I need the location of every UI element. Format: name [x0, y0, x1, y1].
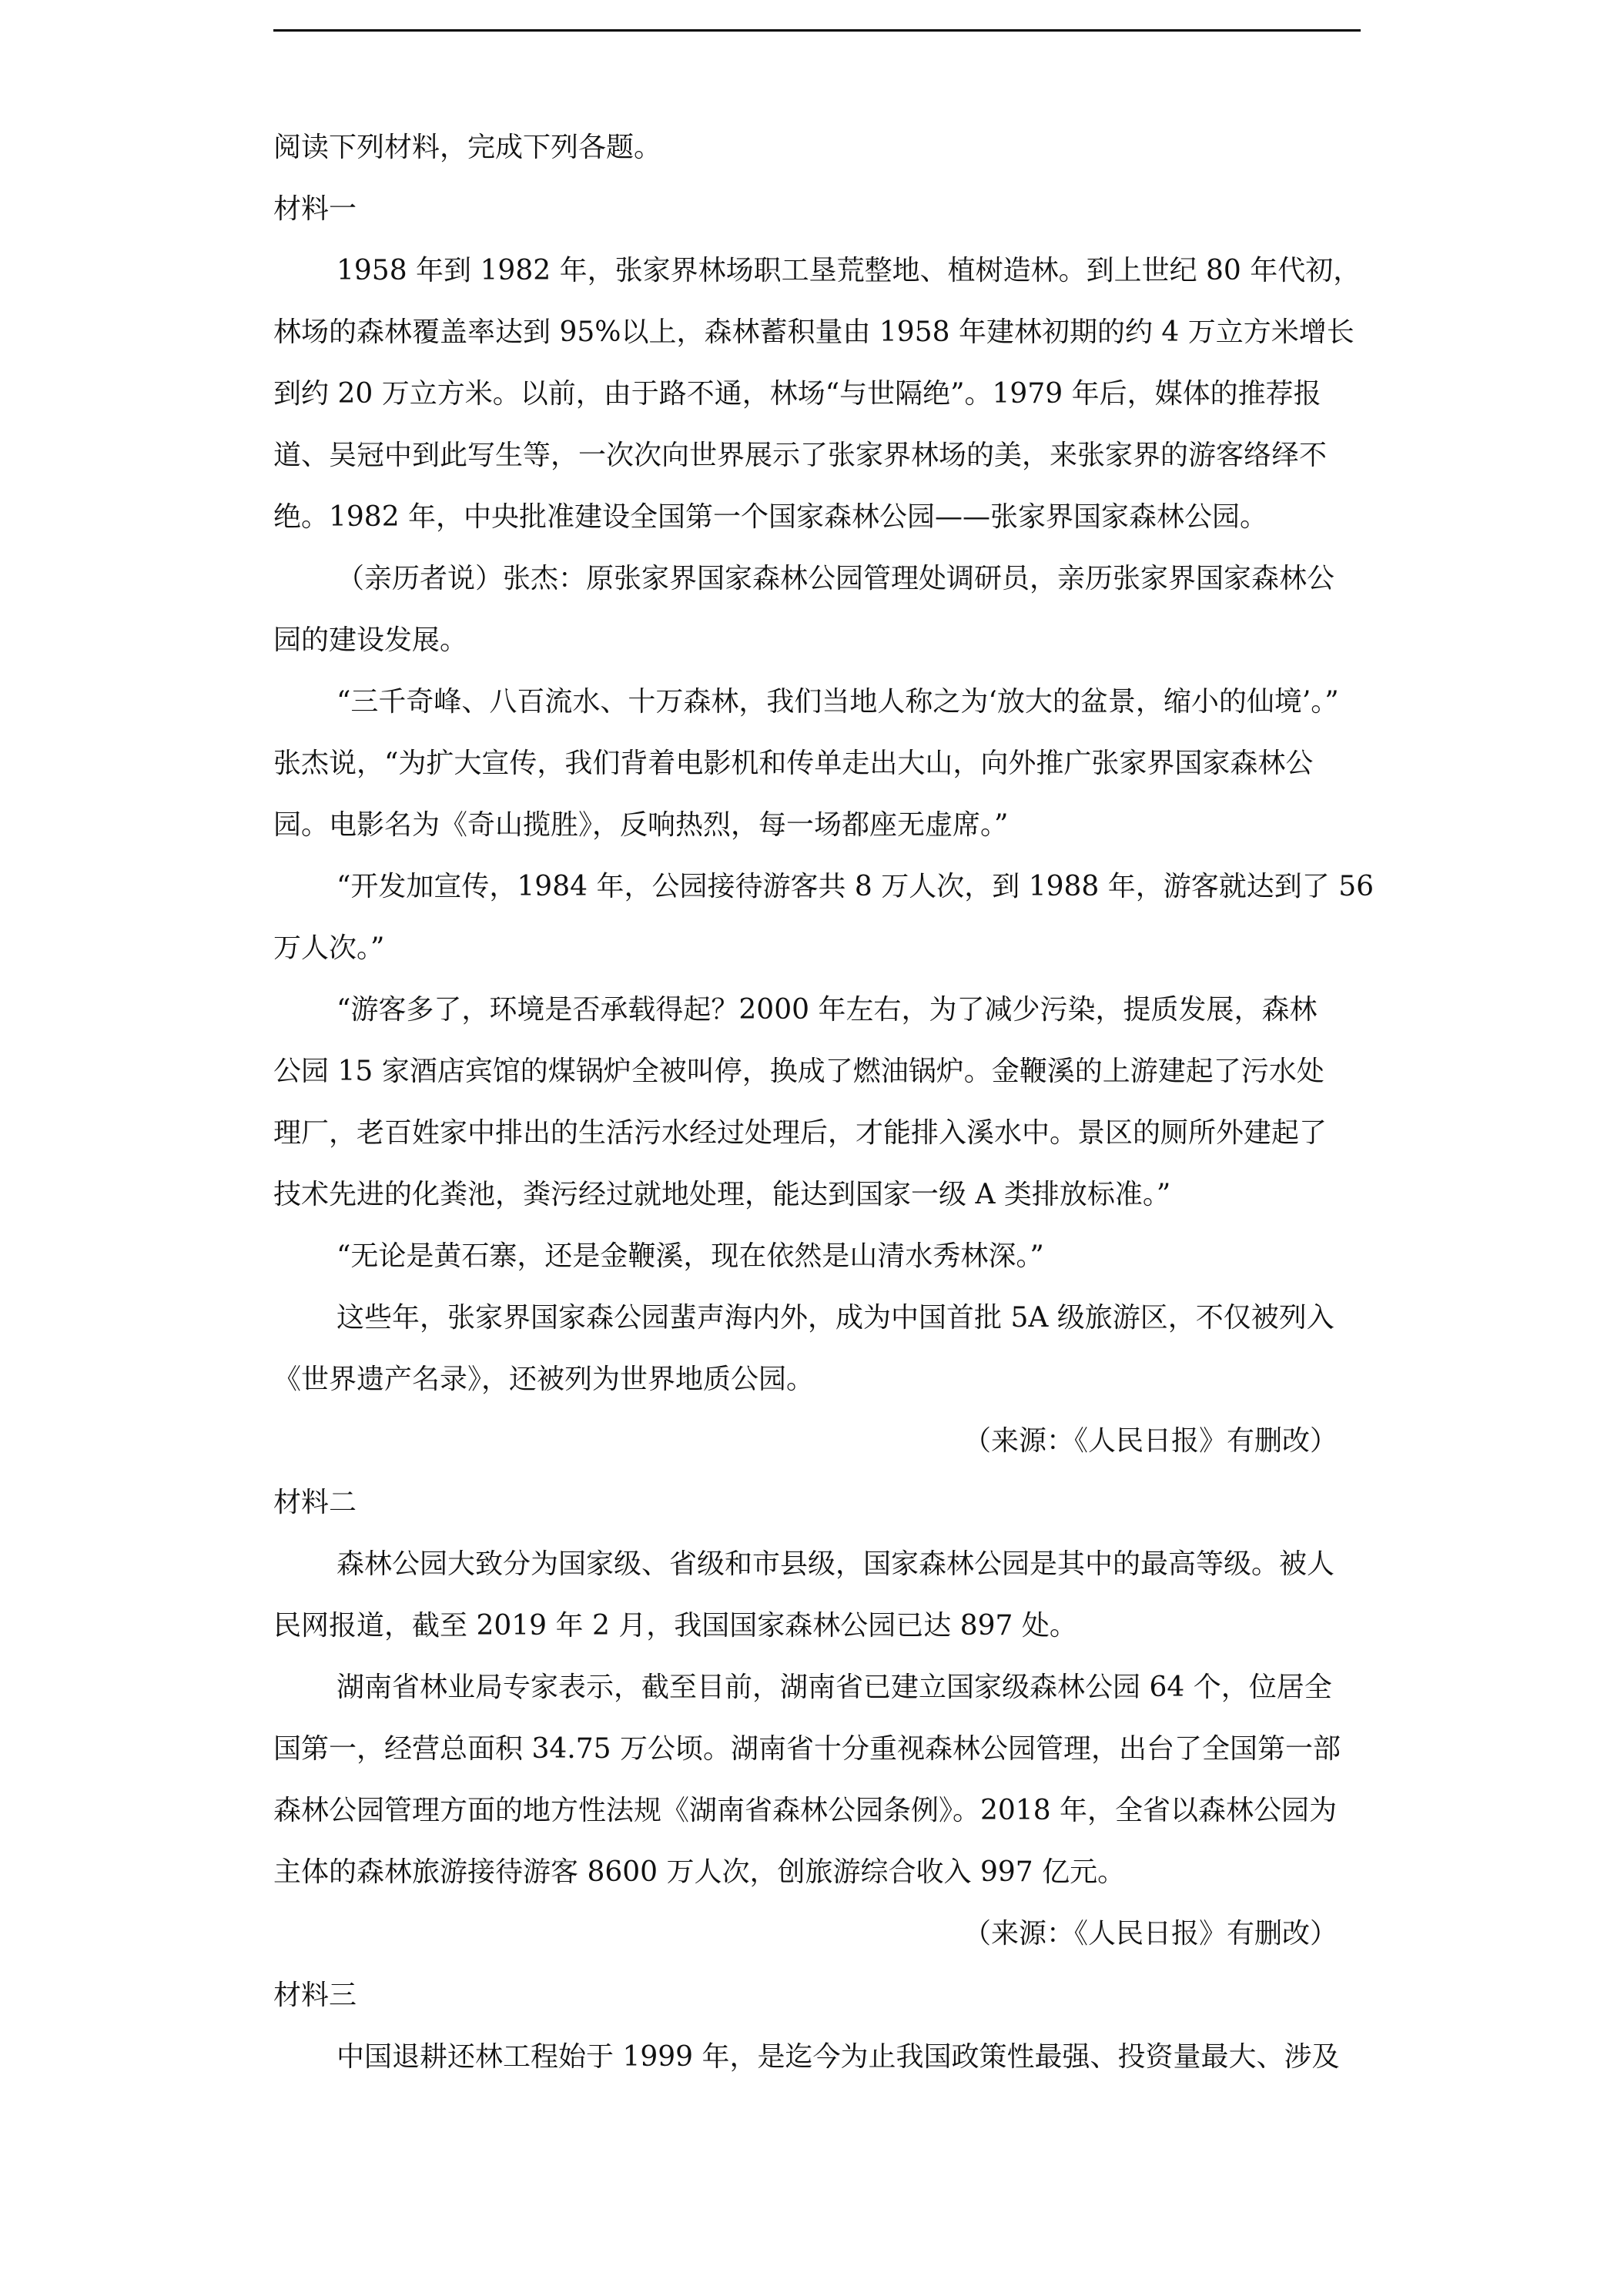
paragraph-line: 公园 15 家酒店宾馆的煤锅炉全被叫停，换成了燃油锅炉。金鞭溪的上游建起了污水处 — [273, 1056, 1324, 1087]
paragraph-line: 园。电影名为《奇山揽胜》，反响热烈，每一场都座无虚席。” — [273, 809, 1009, 841]
paragraph-line: “无论是黄石寨，还是金鞭溪，现在依然是山清水秀林深。” — [337, 1240, 1044, 1272]
paragraph-line: 万人次。” — [273, 932, 385, 964]
paragraph-line: 湖南省林业局专家表示，截至目前，湖南省已建立国家级森林公园 64 个，位居全 — [337, 1672, 1332, 1703]
material-1-heading: 材料一 — [273, 193, 357, 225]
material-2-source: （来源：《人民日报》有删改） — [963, 1918, 1338, 1950]
paragraph-line: 《世界遗产名录》，还被列为世界地质公园。 — [273, 1364, 815, 1395]
paragraph-line: 森林公园管理方面的地方性法规《湖南省森林公园条例》。2018 年，全省以森林公园为 — [273, 1795, 1338, 1826]
paragraph-line: 这些年，张家界国家森公园蜚声海内外，成为中国首批 5A 级旅游区，不仅被列入 — [337, 1302, 1334, 1334]
paragraph-line: 林场的森林覆盖率达到 95%以上，森林蓄积量由 1958 年建林初期的约 4 万立方米增长 — [273, 316, 1354, 348]
paragraph-line: 民网报道，截至 2019 年 2 月，我国国家森林公园已达 897 处。 — [273, 1610, 1077, 1642]
paragraph-line: “开发加宣传，1984 年，公园接待游客共 8 万人次，到 1988 年，游客就达到了 56 — [337, 871, 1375, 902]
paragraph-line: “游客多了，环境是否承载得起？2000 年左右，为了减少污染，提质发展，森林 — [337, 994, 1318, 1026]
paragraph-line: 到约 20 万立方米。以前，由于路不通，林场“与世隔绝”。1979 年后，媒体的推荐报 — [273, 378, 1321, 410]
paragraph-line: “三千奇峰、八百流水、十万森林，我们当地人称之为‘放大的盆景，缩小的仙境’。” — [337, 686, 1339, 718]
material-3-heading: 材料三 — [273, 1980, 357, 2011]
paragraph-line: 理厂，老百姓家中排出的生活污水经过处理后，才能排入溪水中。景区的厕所外建起了 — [273, 1117, 1328, 1149]
paragraph-line: 技术先进的化粪池，粪污经过就地处理，能达到国家一级 A 类排放标准。” — [273, 1179, 1171, 1210]
paragraph-line: 森林公园大致分为国家级、省级和市县级，国家森林公园是其中的最高等级。被人 — [337, 1548, 1335, 1580]
header-rule — [273, 29, 1361, 32]
paragraph-line: 1958 年到 1982 年，张家界林场职工垦荒整地、植树造林。到上世纪 80 年代初， — [337, 255, 1361, 286]
intro-text: 阅读下列材料，完成下列各题。 — [273, 132, 662, 163]
material-1-source: （来源：《人民日报》有删改） — [963, 1425, 1338, 1457]
paragraph-line: 园的建设发展。 — [273, 624, 468, 656]
paragraph-line: 张杰说，“为扩大宣传，我们背着电影机和传单走出大山，向外推广张家界国家森林公 — [273, 748, 1314, 779]
document-body — [273, 129, 1375, 2100]
paragraph-line: 道、吴冠中到此写生等，一次次向世界展示了张家界林场的美，来张家界的游客络绎不 — [273, 440, 1328, 471]
paragraph-line: 主体的森林旅游接待游客 8600 万人次，创旅游综合收入 997 亿元。 — [273, 1856, 1126, 1888]
paragraph-line: 国第一，经营总面积 34.75 万公顷。湖南省十分重视森林公园管理，出台了全国第一部 — [273, 1733, 1341, 1765]
paragraph-line: （亲历者说）张杰：原张家界国家森林公园管理处调研员，亲历张家界国家森林公 — [337, 563, 1335, 594]
paragraph-line: 绝。1982 年，中央批准建设全国第一个国家森林公园——张家界国家森林公园。 — [273, 501, 1268, 533]
paragraph-line: 中国退耕还林工程始于 1999 年，是迄今为止我国政策性最强、投资量最大、涉及 — [337, 2041, 1340, 2073]
material-2-heading: 材料二 — [273, 1487, 357, 1518]
